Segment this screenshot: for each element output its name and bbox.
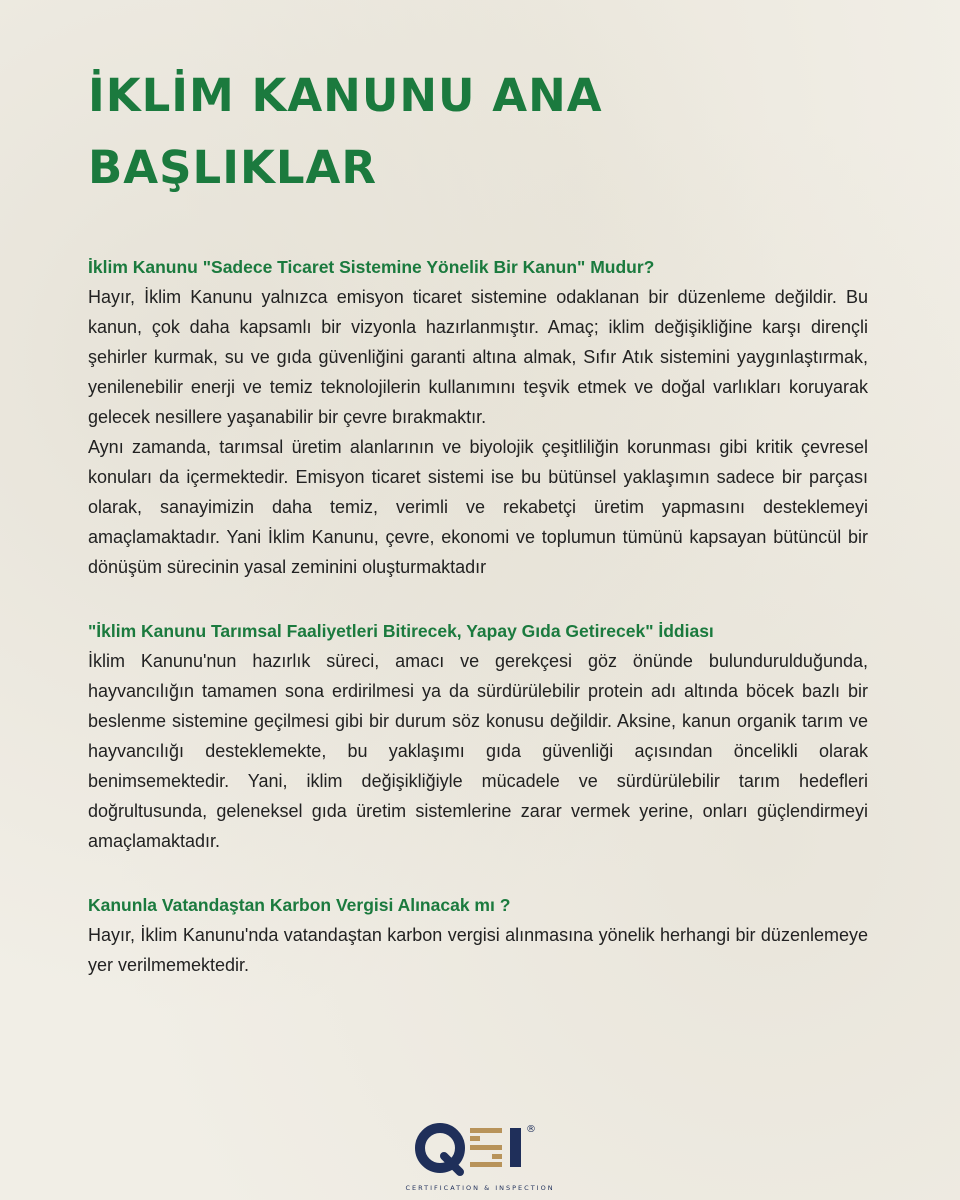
- section-paragraph: Aynı zamanda, tarımsal üretim alanlarının ve biyolojik çeşitliliğin korunması gibi kritik çevresel konuları da içermektedir. Emisyon ticaret sistemi ise bu bütünsel yaklaşımın sadece bir parçası olarak, sanayimizin daha temiz, verimli ve rekabetçi üretim yapmasını desteklemeyi amaçlamaktadır. Yani İklim Kanunu, çevre, ekonomi ve toplumun tümünü kapsayan bütüncül bir dönüşüm sürecinin yasal zeminini oluşturmaktadır: [88, 437, 868, 577]
- qsi-logo-mark: [410, 1118, 550, 1182]
- company-logo: [0, 1118, 960, 1192]
- logo-tagline: CERTIFICATION & INSPECTION: [405, 1184, 555, 1192]
- registered-mark: ®: [526, 1124, 536, 1135]
- section-paragraph: Hayır, İklim Kanunu yalnızca emisyon ticaret sistemine odaklanan bir düzenleme değildir. Bu kanun, çok daha kapsamlı bir vizyonla hazırlanmıştır. Amaç; iklim değişikliğine karşı dirençli şehirler kurmak, su ve gıda güvenliğini garanti altına almak, Sıfır Atık sistemini yaygınlaştırmak, yenilenebilir enerji ve temiz teknolojilerin kullanımını teşvik etmek ve doğal varlıkları koruyarak gelecek nesillere yaşanabilir bir çevre bırakmaktır.: [88, 287, 868, 427]
- section-carbon-tax: [88, 890, 868, 980]
- section-trade-system: [88, 252, 868, 582]
- document-body: [88, 60, 868, 1014]
- section-agriculture: [88, 616, 868, 856]
- section-heading: "İklim Kanunu Tarımsal Faaliyetleri Bitirecek, Yapay Gıda Getirecek" İddiası: [88, 621, 714, 641]
- section-heading: İklim Kanunu "Sadece Ticaret Sistemine Yönelik Bir Kanun" Mudur?: [88, 257, 655, 277]
- section-paragraph: İklim Kanunu'nun hazırlık süreci, amacı ve gerekçesi göz önünde bulundurulduğunda, hayvancılığın tamamen sona erdirilmesi ya da sürdürülebilir protein adı altında böcek bazlı bir beslenme sistemine geçilmesi gibi bir durum söz konusu değildir. Aksine, kanun organik tarım ve hayvancılığı desteklemekte, bu yaklaşımı gıda güvenliği açısından öncelikli olarak benimsemektedir. Yani, iklim değişikliğiyle mücadele ve sürdürülebilir tarım hedefleri doğrultusunda, geleneksel gıda üretim sistemlerine zarar vermek yerine, onları güçlendirmeyi amaçlamaktadır.: [88, 651, 868, 851]
- section-paragraph: Hayır, İklim Kanunu'nda vatandaştan karbon vergisi alınmasına yönelik herhangi bir düzenlemeye yer verilmemektedir.: [88, 925, 868, 975]
- section-heading: Kanunla Vatandaştan Karbon Vergisi Alınacak mı ?: [88, 895, 511, 915]
- page-title: İKLİM KANUNU ANA BAŞLIKLAR: [88, 69, 603, 194]
